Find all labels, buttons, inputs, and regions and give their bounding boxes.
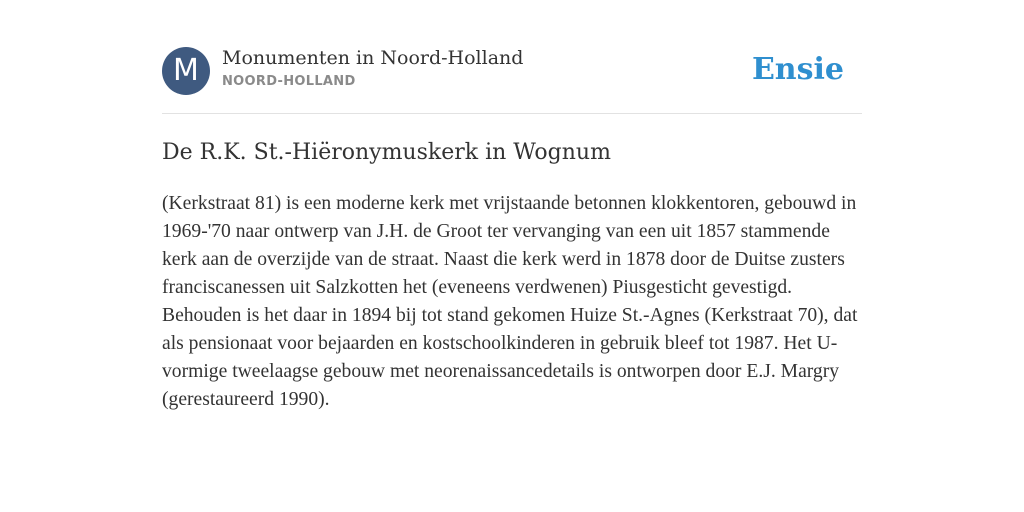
avatar[interactable]: M (162, 47, 210, 95)
brand-logo[interactable]: Ensie (751, 52, 844, 87)
header-divider (162, 113, 862, 114)
article-title: De R.K. St.-Hiëronymuskerk in Wognum (162, 140, 611, 165)
source-subtitle[interactable]: NOORD-HOLLAND (222, 74, 356, 89)
source-title[interactable]: Monumenten in Noord-Holland (222, 47, 524, 69)
article-body: (Kerkstraat 81) is een moderne kerk met vrijstaande betonnen klokkentoren, gebouwd in 1969-'70 naar ontwerp van J.H. de Groot ter vervanging van een uit 1857 stammende kerk aan de overzijde van de straat. Naast die kerk werd in 1878 door de Duitse zusters franciscanessen uit Salzkotten het (eveneens verdwenen) Piusgesticht gevestigd. Behouden is het daar in 1894 bij tot stand gekomen Huize St.-Agnes (Kerkstraat 70), dat als pensionaat voor bejaarden en kostschoolkinderen in gebruik bleef tot 1987. Het U-vormige tweelaagse gebouw met neorenaissancedetails is ontworpen door E.J. Margry (gerestaureerd 1990). (162, 193, 858, 410)
definition-card (162, 0, 862, 512)
card-header (162, 46, 862, 96)
